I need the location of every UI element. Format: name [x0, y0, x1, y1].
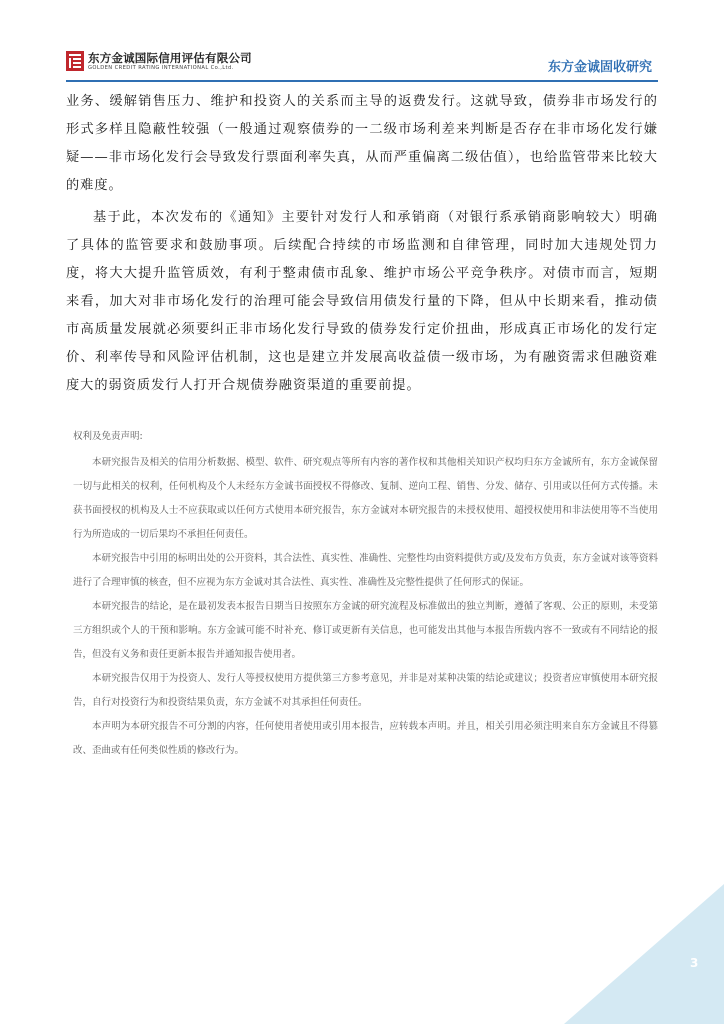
disclaimer-paragraph: 本研究报告中引用的标明出处的公开资料，其合法性、真实性、准确性、完整性均由资料提供方或/及发布方负责，东方金诚对该等资料进行了合理审慎的核查，但不应视为东方金诚对其合法性、真实性、准确性及完整性提供了任何形式的保证。 — [73, 553, 658, 588]
disclaimer-paragraph: 本声明为本研究报告不可分割的内容，任何使用者使用或引用本报告，应转载本声明。并且，相关引用必须注明来自东方金诚且不得篡改、歪曲或有任何类似性质的修改行为。 — [73, 721, 658, 756]
body-paragraph: 业务、缓解销售压力、维护和投资人的关系而主导的返费发行。这就导致，债券非市场发行的形式多样且隐蔽性较强（一般通过观察债券的一二级市场利差来判断是否存在非市场化发行嫌疑——非市场化发行会导致发行票面利率失真，从而严重偏离二级估值），也给监管带来比较大的难度。 — [66, 94, 658, 193]
corner-decoration — [524, 824, 724, 1024]
disclaimer-paragraph: 本研究报告的结论，是在最初发表本报告日期当日按照东方金诚的研究流程及标准做出的独立判断，遵循了客观、公正的原则，未受第三方组织或个人的干预和影响。东方金诚可能不时补充、修订或更新有关信息，也可能发出其他与本报告所载内容不一致或有不同结论的报告，但没有义务和责任更新本报告并通知报告使用者。 — [73, 601, 658, 660]
company-name-en: GOLDEN CREDIT RATING INTERNATIONAL Co.,Ltd. — [88, 65, 234, 71]
disclaimer-paragraph: 本研究报告仅用于为投资人、发行人等授权使用方提供第三方参考意见，并非是对某种决策的结论或建议；投资者应审慎使用本研究报告，自行对投资行为和投资结果负责，东方金诚不对其承担任何责任。 — [73, 673, 658, 708]
body-paragraph: 基于此，本次发布的《通知》主要针对发行人和承销商（对银行系承销商影响较大）明确了具体的监管要求和鼓励事项。后续配合持续的市场监测和自律管理，同时加大违规处罚力度，将大大提升监管质效，有利于整肃债市乱象、维护市场公平竞争秩序。对债市而言，短期来看，加大对非市场化发行的治理可能会导致信用债发行量的下降，但从中长期来看，推动债市高质量发展就必须要纠正非市场化发行导致的债券发行定价扭曲，形成真正市场化的发行定价、利率传导和风险评估机制，这也是建立并发展高收益债一级市场，为有融资需求但融资难度大的弱资质发行人打开合规债券融资渠道的重要前提。 — [66, 210, 658, 393]
header-divider — [66, 80, 658, 82]
logo-mark-icon — [66, 51, 84, 71]
company-logo — [66, 50, 252, 76]
page-header — [0, 0, 724, 86]
page-number: 3 — [690, 956, 699, 970]
brand-title: 东方金诚固收研究 — [547, 60, 652, 75]
disclaimer-section — [73, 425, 658, 763]
report-body — [66, 88, 658, 400]
disclaimer-paragraph: 本研究报告及相关的信用分析数据、模型、软件、研究观点等所有内容的著作权和其他相关知识产权均归东方金诚所有，东方金诚保留一切与此相关的权利，任何机构及个人未经东方金诚书面授权不得修改、复制、逆向工程、销售、分发、储存、引用或以任何方式传播。未获书面授权的机构及人士不应获取或以任何方式使用本研究报告，东方金诚对本研究报告的未授权使用、超授权使用和非法使用等不当使用行为所造成的一切后果均不承担任何责任。 — [73, 457, 658, 540]
disclaimer-title: 权利及免责声明: — [73, 431, 143, 442]
corner-triangle — [564, 884, 724, 1024]
company-name-cn: 东方金诚国际信用评估有限公司 — [88, 51, 252, 65]
